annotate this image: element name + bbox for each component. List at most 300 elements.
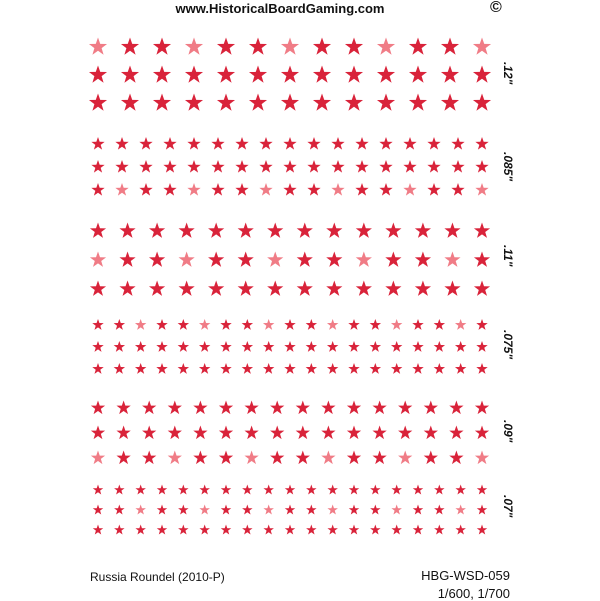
star-icon bbox=[220, 341, 231, 352]
star-icon bbox=[345, 38, 363, 55]
star-icon bbox=[149, 252, 165, 267]
star-icon bbox=[474, 223, 490, 238]
star-icon bbox=[168, 426, 182, 440]
star-icon bbox=[185, 94, 203, 111]
star-icon bbox=[178, 525, 188, 535]
star-icon bbox=[156, 341, 167, 352]
star-icon bbox=[114, 505, 124, 515]
star-icon bbox=[349, 505, 359, 515]
star-icon bbox=[427, 183, 440, 196]
star-icon bbox=[444, 223, 460, 238]
star-icon bbox=[242, 319, 253, 330]
star-icon bbox=[199, 525, 209, 535]
star-icon bbox=[135, 505, 145, 515]
star-icon bbox=[249, 66, 267, 83]
star-icon bbox=[92, 319, 103, 330]
star-icon bbox=[307, 137, 320, 150]
star-icon bbox=[331, 137, 344, 150]
star-icon bbox=[477, 525, 487, 535]
star-icon bbox=[114, 363, 125, 374]
star-icon bbox=[427, 160, 440, 173]
star-icon bbox=[409, 38, 427, 55]
star-icon bbox=[217, 94, 235, 111]
size-label: .12" bbox=[501, 62, 515, 85]
star-icon bbox=[313, 94, 331, 111]
star-icon bbox=[270, 426, 284, 440]
star-icon bbox=[424, 426, 438, 440]
star-icon bbox=[178, 485, 188, 495]
star-icon bbox=[424, 401, 438, 415]
star-icon bbox=[281, 66, 299, 83]
star-icon bbox=[455, 505, 465, 515]
star-icon bbox=[455, 363, 466, 374]
star-icon bbox=[327, 525, 337, 535]
size-label: .075" bbox=[501, 330, 515, 360]
star-icon bbox=[193, 401, 207, 415]
star-icon bbox=[297, 252, 313, 267]
star-icon bbox=[119, 281, 135, 296]
star-icon bbox=[434, 505, 444, 515]
star-icon bbox=[477, 485, 487, 495]
star-icon bbox=[270, 451, 284, 465]
star-icon bbox=[385, 223, 401, 238]
star-icon bbox=[331, 183, 344, 196]
star-icon bbox=[238, 223, 254, 238]
star-icon bbox=[168, 451, 182, 465]
star-icon bbox=[474, 281, 490, 296]
star-icon bbox=[178, 505, 188, 515]
star-icon bbox=[142, 401, 156, 415]
star-icon bbox=[244, 426, 258, 440]
star-icon bbox=[267, 252, 283, 267]
star-icon bbox=[220, 363, 231, 374]
star-icon bbox=[473, 66, 491, 83]
star-icon bbox=[327, 505, 337, 515]
star-icon bbox=[403, 137, 416, 150]
star-icon bbox=[149, 223, 165, 238]
star-icon bbox=[121, 66, 139, 83]
star-icon bbox=[153, 94, 171, 111]
star-icon bbox=[242, 341, 253, 352]
star-icon bbox=[199, 485, 209, 495]
star-icon bbox=[398, 401, 412, 415]
star-icon bbox=[444, 281, 460, 296]
star-icon bbox=[409, 66, 427, 83]
star-icon bbox=[370, 525, 380, 535]
star-icon bbox=[187, 183, 200, 196]
star-icon bbox=[347, 451, 361, 465]
star-icon bbox=[356, 281, 372, 296]
star-icon bbox=[259, 137, 272, 150]
star-icon bbox=[179, 281, 195, 296]
star-icon bbox=[153, 38, 171, 55]
star-icon bbox=[179, 252, 195, 267]
star-icon bbox=[473, 94, 491, 111]
star-icon bbox=[119, 252, 135, 267]
star-icon bbox=[372, 451, 386, 465]
star-icon bbox=[91, 426, 105, 440]
star-icon bbox=[157, 485, 167, 495]
star-icon bbox=[475, 137, 488, 150]
star-icon bbox=[249, 94, 267, 111]
star-icon bbox=[217, 66, 235, 83]
star-icon bbox=[116, 426, 130, 440]
star-icon bbox=[219, 426, 233, 440]
star-icon bbox=[424, 451, 438, 465]
star-icon bbox=[321, 426, 335, 440]
star-icon bbox=[391, 525, 401, 535]
star-icon bbox=[283, 137, 296, 150]
star-icon bbox=[449, 451, 463, 465]
star-icon bbox=[391, 363, 402, 374]
star-icon bbox=[434, 485, 444, 495]
star-icon bbox=[199, 505, 209, 515]
star-icon bbox=[244, 401, 258, 415]
star-icon bbox=[119, 223, 135, 238]
star-icon bbox=[475, 451, 489, 465]
star-icon bbox=[116, 451, 130, 465]
star-icon bbox=[451, 160, 464, 173]
star-icon bbox=[91, 183, 104, 196]
star-icon bbox=[267, 281, 283, 296]
star-icon bbox=[92, 341, 103, 352]
star-icon bbox=[90, 252, 106, 267]
size-label: .09" bbox=[501, 420, 515, 443]
size-label: .07" bbox=[501, 495, 515, 518]
star-icon bbox=[238, 252, 254, 267]
star-icon bbox=[263, 341, 274, 352]
star-icon bbox=[306, 341, 317, 352]
star-icon bbox=[267, 223, 283, 238]
star-icon bbox=[153, 66, 171, 83]
star-icon bbox=[356, 252, 372, 267]
star-icon bbox=[115, 183, 128, 196]
star-icon bbox=[412, 319, 423, 330]
star-icon bbox=[327, 341, 338, 352]
star-icon bbox=[114, 341, 125, 352]
star-icon bbox=[92, 363, 103, 374]
star-icon bbox=[474, 252, 490, 267]
size-label: .11" bbox=[501, 245, 515, 267]
star-icon bbox=[415, 281, 431, 296]
star-icon bbox=[135, 485, 145, 495]
star-icon bbox=[355, 137, 368, 150]
star-icon bbox=[90, 281, 106, 296]
star-icon bbox=[441, 38, 459, 55]
star-icon bbox=[444, 252, 460, 267]
star-icon bbox=[348, 363, 359, 374]
star-icon bbox=[89, 94, 107, 111]
website-url: www.HistoricalBoardGaming.com bbox=[175, 1, 385, 16]
star-icon bbox=[377, 94, 395, 111]
star-icon bbox=[142, 426, 156, 440]
star-icon bbox=[211, 183, 224, 196]
star-icon bbox=[412, 363, 423, 374]
star-icon bbox=[284, 363, 295, 374]
star-icon bbox=[296, 401, 310, 415]
star-icon bbox=[208, 281, 224, 296]
star-icon bbox=[415, 223, 431, 238]
star-icon bbox=[187, 160, 200, 173]
star-icon bbox=[326, 252, 342, 267]
star-icon bbox=[356, 223, 372, 238]
star-icon bbox=[370, 505, 380, 515]
star-icon bbox=[242, 525, 252, 535]
star-icon bbox=[263, 485, 273, 495]
star-icon bbox=[441, 66, 459, 83]
scale-label: 1/600, 1/700 bbox=[437, 586, 510, 601]
star-icon bbox=[321, 401, 335, 415]
star-group bbox=[92, 319, 487, 374]
star-icon bbox=[385, 281, 401, 296]
star-icon bbox=[114, 525, 124, 535]
star-icon bbox=[345, 66, 363, 83]
star-icon bbox=[377, 38, 395, 55]
star-icon bbox=[211, 137, 224, 150]
star-icon bbox=[409, 94, 427, 111]
size-label: .085" bbox=[501, 152, 515, 182]
star-icon bbox=[451, 137, 464, 150]
star-icon bbox=[434, 363, 445, 374]
star-icon bbox=[391, 485, 401, 495]
star-icon bbox=[415, 252, 431, 267]
star-icon bbox=[379, 183, 392, 196]
star-icon bbox=[427, 137, 440, 150]
star-icon bbox=[208, 252, 224, 267]
star-icon bbox=[307, 160, 320, 173]
star-icon bbox=[185, 38, 203, 55]
star-icon bbox=[455, 341, 466, 352]
star-icon bbox=[434, 319, 445, 330]
star-icon bbox=[285, 505, 295, 515]
star-icon bbox=[235, 137, 248, 150]
star-icon bbox=[476, 341, 487, 352]
star-icon bbox=[306, 363, 317, 374]
star-icon bbox=[281, 38, 299, 55]
star-icon bbox=[377, 66, 395, 83]
star-icon bbox=[263, 525, 273, 535]
star-icon bbox=[296, 451, 310, 465]
star-icon bbox=[398, 426, 412, 440]
star-icon bbox=[91, 401, 105, 415]
sheet-title: Russia Roundel (2010-P) bbox=[90, 570, 225, 584]
star-icon bbox=[242, 505, 252, 515]
star-icon bbox=[370, 319, 381, 330]
star-icon bbox=[473, 38, 491, 55]
star-icon bbox=[156, 363, 167, 374]
star-icon bbox=[244, 451, 258, 465]
star-group bbox=[91, 137, 488, 196]
star-icon bbox=[221, 505, 231, 515]
star-icon bbox=[114, 319, 125, 330]
star-icon bbox=[449, 426, 463, 440]
star-icon bbox=[139, 183, 152, 196]
star-icon bbox=[475, 401, 489, 415]
star-icon bbox=[372, 401, 386, 415]
star-icon bbox=[219, 451, 233, 465]
star-icon bbox=[135, 525, 145, 535]
star-icon bbox=[263, 363, 274, 374]
star-icon bbox=[193, 426, 207, 440]
star-icon bbox=[348, 341, 359, 352]
star-icon bbox=[451, 183, 464, 196]
star-icon bbox=[163, 183, 176, 196]
star-icon bbox=[476, 363, 487, 374]
star-icon bbox=[91, 160, 104, 173]
star-icon bbox=[270, 401, 284, 415]
star-icon bbox=[327, 485, 337, 495]
star-icon bbox=[178, 341, 189, 352]
star-icon bbox=[313, 66, 331, 83]
star-icon bbox=[91, 137, 104, 150]
star-icon bbox=[306, 505, 316, 515]
star-icon bbox=[379, 160, 392, 173]
star-icon bbox=[284, 341, 295, 352]
star-icon bbox=[475, 426, 489, 440]
star-icon bbox=[413, 485, 423, 495]
star-icon bbox=[297, 281, 313, 296]
star-icon bbox=[321, 451, 335, 465]
star-icon bbox=[199, 319, 210, 330]
star-icon bbox=[199, 363, 210, 374]
star-icon bbox=[475, 160, 488, 173]
star-icon bbox=[370, 363, 381, 374]
star-icon bbox=[281, 94, 299, 111]
star-icon bbox=[413, 525, 423, 535]
star-icon bbox=[355, 160, 368, 173]
star-icon bbox=[220, 319, 231, 330]
star-icon bbox=[259, 160, 272, 173]
star-icon bbox=[219, 401, 233, 415]
star-icon bbox=[211, 160, 224, 173]
star-icon bbox=[90, 223, 106, 238]
star-icon bbox=[412, 341, 423, 352]
star-icon bbox=[285, 485, 295, 495]
star-icon bbox=[135, 341, 146, 352]
star-group bbox=[90, 223, 490, 296]
star-group bbox=[91, 401, 489, 465]
star-icon bbox=[449, 401, 463, 415]
star-icon bbox=[221, 485, 231, 495]
star-icon bbox=[115, 137, 128, 150]
star-icon bbox=[285, 525, 295, 535]
star-icon bbox=[434, 341, 445, 352]
star-group bbox=[93, 485, 487, 535]
star-icon bbox=[306, 525, 316, 535]
star-icon bbox=[115, 160, 128, 173]
star-icon bbox=[163, 137, 176, 150]
star-icon bbox=[156, 319, 167, 330]
star-group bbox=[89, 38, 491, 111]
star-icon bbox=[313, 38, 331, 55]
star-icon bbox=[403, 160, 416, 173]
star-icon bbox=[391, 341, 402, 352]
star-icon bbox=[242, 485, 252, 495]
star-icon bbox=[193, 451, 207, 465]
star-icon bbox=[263, 505, 273, 515]
star-icon bbox=[326, 281, 342, 296]
star-icon bbox=[347, 426, 361, 440]
star-icon bbox=[441, 94, 459, 111]
star-icon bbox=[93, 505, 103, 515]
star-icon bbox=[379, 137, 392, 150]
star-icon bbox=[163, 160, 176, 173]
star-icon bbox=[199, 341, 210, 352]
star-icon bbox=[157, 505, 167, 515]
star-icon bbox=[327, 363, 338, 374]
star-icon bbox=[149, 281, 165, 296]
star-icon bbox=[370, 341, 381, 352]
star-icon bbox=[326, 223, 342, 238]
product-code: HBG-WSD-059 bbox=[421, 568, 510, 583]
star-icon bbox=[91, 451, 105, 465]
star-icon bbox=[142, 451, 156, 465]
star-icon bbox=[242, 363, 253, 374]
star-icon bbox=[455, 525, 465, 535]
star-icon bbox=[187, 137, 200, 150]
star-icon bbox=[217, 38, 235, 55]
star-icon bbox=[114, 485, 124, 495]
star-icon bbox=[331, 160, 344, 173]
star-icon bbox=[455, 319, 466, 330]
star-icon bbox=[283, 160, 296, 173]
star-icon bbox=[135, 319, 146, 330]
star-icon bbox=[284, 319, 295, 330]
star-icon bbox=[185, 66, 203, 83]
star-icon bbox=[221, 525, 231, 535]
star-icon bbox=[477, 505, 487, 515]
star-icon bbox=[348, 319, 359, 330]
star-icon bbox=[121, 94, 139, 111]
star-icon bbox=[413, 505, 423, 515]
star-icon bbox=[297, 223, 313, 238]
star-icon bbox=[235, 160, 248, 173]
star-icon bbox=[306, 485, 316, 495]
star-icon bbox=[372, 426, 386, 440]
star-icon bbox=[93, 485, 103, 495]
star-icon bbox=[434, 525, 444, 535]
star-icon bbox=[208, 223, 224, 238]
star-icon bbox=[296, 426, 310, 440]
star-icon bbox=[476, 319, 487, 330]
star-icon bbox=[398, 451, 412, 465]
star-icon bbox=[139, 160, 152, 173]
star-icon bbox=[475, 183, 488, 196]
star-icon bbox=[178, 319, 189, 330]
star-icon bbox=[235, 183, 248, 196]
star-icon bbox=[263, 319, 274, 330]
star-icon bbox=[403, 183, 416, 196]
star-icon bbox=[116, 401, 130, 415]
star-icon bbox=[455, 485, 465, 495]
star-icon bbox=[93, 525, 103, 535]
star-icon bbox=[135, 363, 146, 374]
star-icon bbox=[349, 485, 359, 495]
star-icon bbox=[391, 319, 402, 330]
star-icon bbox=[121, 38, 139, 55]
star-icon bbox=[168, 401, 182, 415]
star-icon bbox=[89, 38, 107, 55]
star-icon bbox=[385, 252, 401, 267]
copyright-symbol: © bbox=[490, 0, 502, 16]
star-icon bbox=[345, 94, 363, 111]
star-icon bbox=[89, 66, 107, 83]
star-icon bbox=[178, 363, 189, 374]
star-icon bbox=[327, 319, 338, 330]
star-icon bbox=[307, 183, 320, 196]
star-icon bbox=[347, 401, 361, 415]
star-icon bbox=[306, 319, 317, 330]
